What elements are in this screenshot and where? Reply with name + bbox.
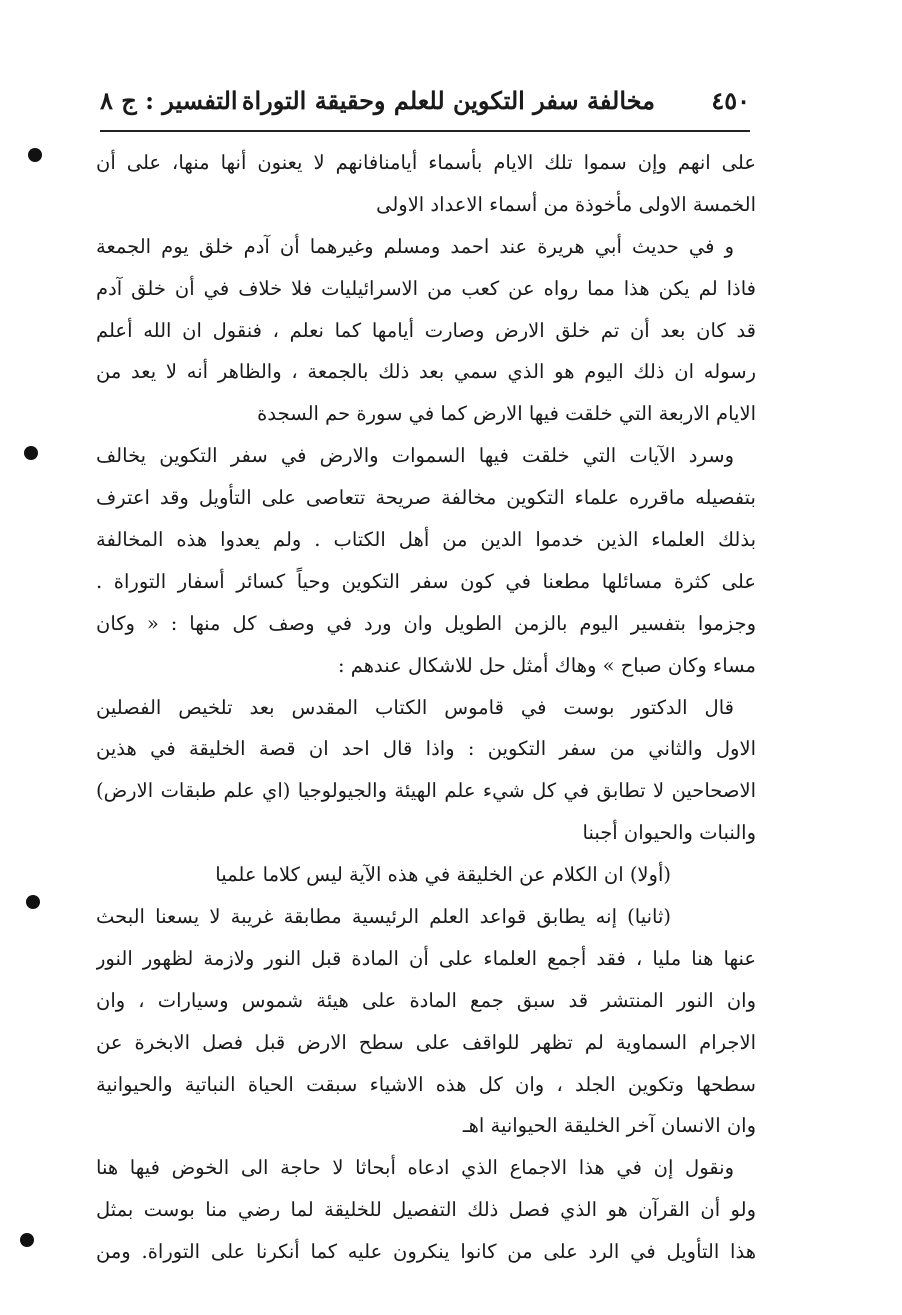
text-line: وان النور المنتشر قد سبق جمع المادة على هيئة شموس وسيارات ، وان	[96, 988, 756, 1012]
binding-hole	[28, 148, 42, 162]
text-line: (ثانيا) إنه يطابق قواعد العلم الرئيسية مطابقة غريبة لا يسعنا البحث	[96, 905, 671, 929]
text-line: ولو أن القرآن هو الذي فصل ذلك التفصيل للخليقة لما رضي منا بوست بمثل	[96, 1198, 756, 1222]
header-rule	[100, 130, 750, 132]
text-line: وجزموا بتفسير اليوم بالزمن الطويل وان ورد في وصف كل منها : « وكان	[96, 611, 756, 635]
binding-hole	[26, 895, 40, 909]
text-line: على كثرة مسائلها مطعنا في كون سفر التكوين وحياً كسائر أسفار التوراة .	[96, 569, 756, 593]
text-line: هذا التأويل في الرد على من كانوا ينكرون عليه كما أنكرنا على التوراة. ومن	[96, 1240, 756, 1264]
page-number: ٤٥٠	[711, 86, 750, 115]
text-line: سطحها وتكوين الجلد ، وان كل هذه الاشياء سبقت الحياة النباتية والحيوانية	[96, 1072, 756, 1096]
text-line: قد كان بعد أن تم خلق الارض وصارت أيامها كما نعلم ، فنقول ان الله أعلم	[96, 318, 756, 342]
text-line: قال الدكتور بوست في قاموس الكتاب المقدس بعد تلخيص الفصلين	[96, 695, 734, 719]
text-line: على انهم وإن سموا تلك الايام بأسماء أيامنافانهم لا يعنون أنها منها، على أن	[96, 151, 756, 174]
text-line: فاذا لم يكن هذا مما رواه عن كعب من الاسرائيليات فلا خلاف في أن خلق آدم	[96, 276, 756, 300]
header-title: مخالفة سفر التكوين للعلم وحقيقة التوراة	[241, 86, 655, 115]
text-line: رسوله ان ذلك اليوم هو الذي سمي بعد ذلك بالجمعة ، والظاهر أنه لا يعد من	[96, 360, 756, 384]
text-line: وان الانسان آخر الخليقة الحيوانية اهـ	[462, 1114, 756, 1138]
text-line: الاصحاحين لا تطابق في كل شيء علم الهيئة والجيولوجيا (اي علم طبقات الارض)	[96, 779, 756, 803]
text-line: بتفصيله ماقرره علماء التكوين مخالفة صريحة تتعاصى على التأويل وقد اعترف	[96, 486, 756, 510]
text-line: عنها هنا مليا ، فقد أجمع العلماء على أن المادة قبل النور ولازمة لظهور النور	[96, 946, 756, 970]
text-line: الخمسة الاولى مأخوذة من أسماء الاعداد الاولى	[376, 192, 756, 216]
running-header	[100, 86, 750, 126]
text-line: (أولا) ان الكلام عن الخليقة في هذه الآية ليس كلاما علميا	[215, 863, 671, 887]
text-line: الايام الاربعة التي خلقت فيها الارض كما في سورة حم السجدة	[257, 402, 756, 426]
text-line: وسرد الآيات التي خلقت فيها السموات والارض في سفر التكوين يخالف	[96, 444, 734, 468]
header-reference: التفسير : ج ٨	[100, 86, 238, 115]
text-line: و في حديث أبي هريرة عند احمد ومسلم وغيرهما أن آدم خلق يوم الجمعة	[96, 234, 734, 258]
text-line: الاول والثاني من سفر التكوين : واذا قال احد ان قصة الخليقة في هذين	[96, 737, 756, 761]
text-line: ونقول إن في هذا الاجماع الذي ادعاه أبحاثا لا حاجة الى الخوض فيها هنا	[96, 1156, 734, 1180]
binding-hole	[24, 446, 38, 460]
text-line: والنبات والحيوان أجبنا	[582, 821, 756, 845]
text-line: مساء وكان صباح » وهاك أمثل حل للاشكال عندهم :	[337, 653, 756, 677]
binding-hole	[20, 1233, 34, 1247]
body-text	[96, 142, 756, 1273]
text-line: الاجرام السماوية لم تظهر للواقف على سطح الارض قبل فصل الابخرة عن	[96, 1030, 756, 1054]
text-line: بذلك العلماء الذين خدموا الدين من أهل الكتاب . ولم يعدوا هذه المخالفة	[96, 528, 756, 552]
